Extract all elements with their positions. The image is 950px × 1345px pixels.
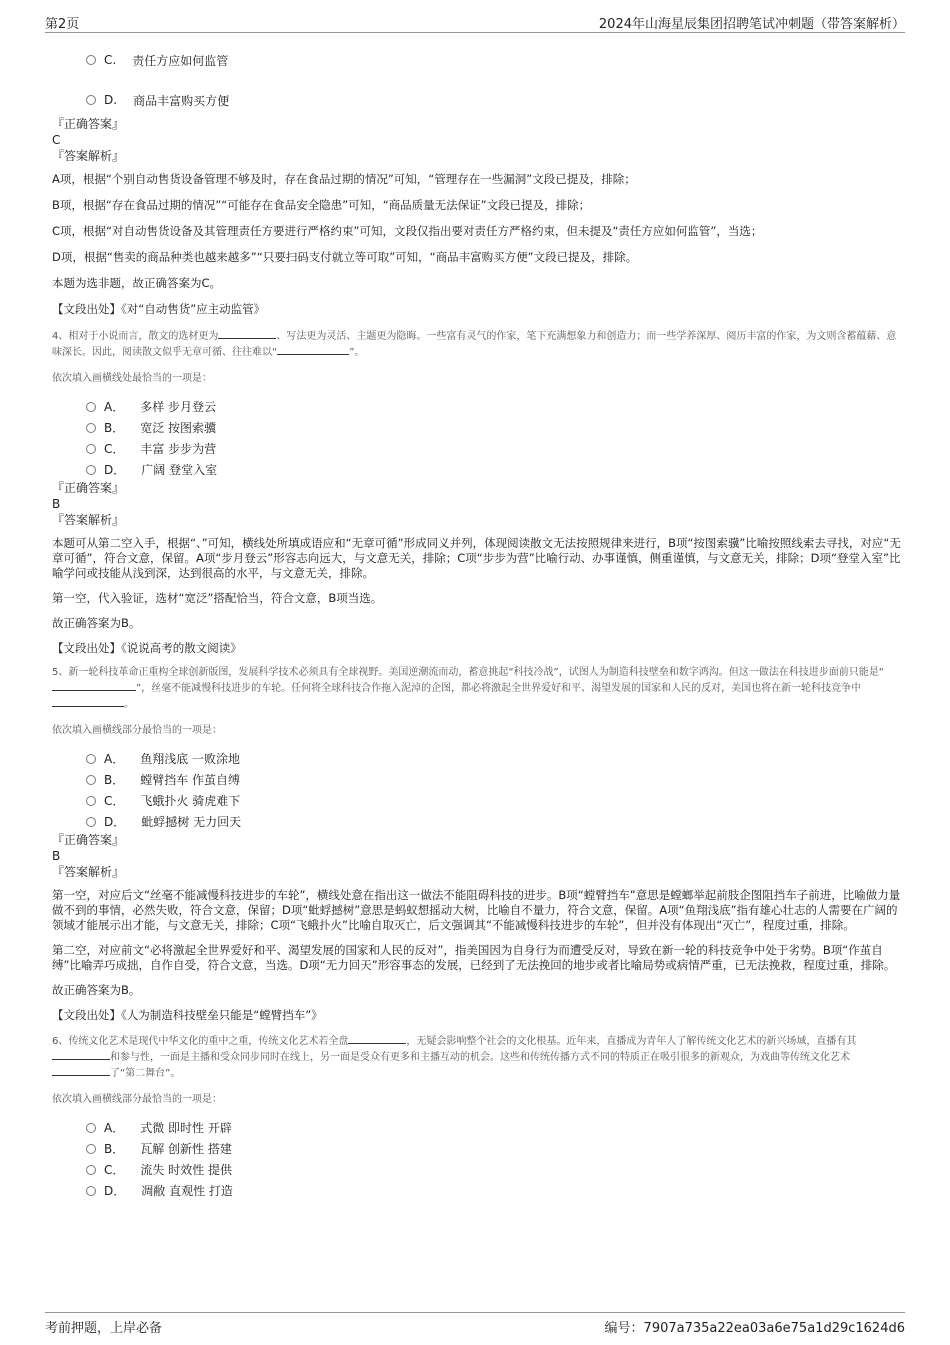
- radio-icon[interactable]: [86, 1144, 96, 1154]
- q3-analysis-a: A项，根据“个别自动售货设备管理不够及时，存在食品过期的情况”可知，“管理存在一些漏洞”文段已提及，排除；: [52, 172, 636, 186]
- blank: [52, 1049, 110, 1060]
- q4-answer: B: [52, 497, 61, 511]
- q4-source: 【文段出处】《说说高考的散文阅读》: [52, 641, 242, 655]
- q5-prompt: 依次填入画横线部分最恰当的一项是：: [52, 725, 222, 736]
- q5-option-d[interactable]: D． 蚍蜉撼树 无力回天: [86, 811, 905, 832]
- radio-icon[interactable]: [86, 402, 96, 412]
- q5-options: [52, 748, 905, 832]
- page-content: [52, 42, 905, 1201]
- q3-analysis-d: D项，根据“售卖的商品种类也越来越多”“只要扫码支付就立等可取”可知，“商品丰富购买方便”文段已提及，排除。: [52, 250, 638, 264]
- blank: [277, 344, 349, 355]
- q6-option-c[interactable]: C． 流失 时效性 提供: [86, 1159, 905, 1180]
- q4-stem: 4、相对于小说而言，散文的选材更为 、写法更为灵活、主题更为隐晦。一些富有灵气的作家，笔下充满想象力和创造力；而一些学养深厚、阅历丰富的作家，为文则含蓄蕴藉、意味深长。因此，阅读散文似乎无章可循、往往难以“ ”。: [52, 328, 905, 360]
- q4-option-c[interactable]: C． 丰富 步步为营: [86, 438, 905, 459]
- q5-analysis-label: 『答案解析』: [52, 865, 125, 879]
- document-title: 2024年山海星辰集团招聘笔试冲刺题（带答案解析）: [598, 17, 905, 32]
- q3-option-d[interactable]: D. 商品丰富购买方便: [86, 88, 905, 112]
- radio-icon[interactable]: [86, 1186, 96, 1196]
- q4-analysis-label: 『答案解析』: [52, 513, 125, 527]
- q6-stem: 6、传统文化艺术是现代中华文化的重中之重，传统文化艺术若全盘 ，无疑会影响整个社会的文化根基。近年来，直播成为青年人了解传统文化艺术的新兴场域，直播有其和参与性，一面是主播和受众同步同时在线上，另一面是受众有更多和主播互动的机会。这些和传统传播方式不同的特质正在吸引很多的新观众，为戏曲等传统文化艺术了“第二舞台”。: [52, 1033, 905, 1081]
- q5-stem: 5、新一轮科技革命正重构全球创新版图，发展科学技术必须具有全球视野。美国逆潮流而动，蓄意挑起“科技冷战”，试图人为制造科技壁垒和数字鸿沟。但这一做法在科技进步面前只能是“”，丝毫不能减慢科技进步的车轮。任何将全球科技合作拖入泥淖的企图，都必将激起全世界爱好和平、渴望发展的国家和人民的反对，美国也将在新一轮科技竞争中。: [52, 667, 884, 710]
- document-code: 编号：7907a735a22ea03a6e75a1d29c1624d6: [604, 1321, 905, 1336]
- q5-source: 【文段出处】《人为制造科技壁垒只能是“螳臂挡车”》: [52, 1008, 323, 1022]
- q4-option-a[interactable]: A． 多样 步月登云: [86, 396, 905, 417]
- q4-analysis-main: 本题可从第二空入手，根据“、”可知，横线处所填成语应和“无章可循”形成同义并列，体现阅读散文无法按照规律来进行，B项“按图索骥”比喻按照线索去寻找，对应“无章可循”，符合文意，保留。A项“步月登云”形容志向远大，与文意无关，排除；C项“步步为营”比喻行动、办事谨慎，侧重谨慎，与文意无关，排除；D项“登堂入室”比喻学问或技能从浅到深，达到很高的水平，与文意无关，排除。: [52, 536, 901, 580]
- page-footer: [45, 1312, 905, 1337]
- q3-options: [52, 48, 905, 112]
- q5-answer-label: 『正确答案』: [52, 833, 125, 847]
- q3-analysis-label: 『答案解析』: [52, 149, 125, 163]
- q6-option-b[interactable]: B． 瓦解 创新性 搭建: [86, 1138, 905, 1159]
- q5-conclusion: 故正确答案为B。: [52, 983, 141, 997]
- blank: [52, 696, 124, 707]
- radio-icon[interactable]: [86, 1123, 96, 1133]
- radio-icon[interactable]: [86, 817, 96, 827]
- q5-analysis-second: 第二空，对应前文“必将激起全世界爱好和平、渴望发展的国家和人民的反对”，指美国因为自身行为而遭受反对，导致在新一轮的科技竞争中处于劣势。B项“作茧自缚”比喻弄巧成拙，自作自受，符合文意，当选。D项“无力回天”形容事态的发展，已经到了无法挽回的地步或者比喻局势或病情严重，已无法挽救，程度过重，排除。: [52, 943, 896, 972]
- q4-conclusion: 故正确答案为B。: [52, 616, 141, 630]
- page-number: 第2页: [45, 17, 80, 32]
- blank: [52, 680, 136, 691]
- q4-prompt: 依次填入画横线处最恰当的一项是：: [52, 373, 212, 384]
- q3-option-c[interactable]: C. 责任方应如何监管: [86, 48, 905, 72]
- blank: [218, 328, 276, 339]
- q3-analysis-c: C项，根据“对自动售货设备及其管理责任方要进行严格约束”可知，文段仅指出要对责任方严格约束，但未提及“责任方应如何监管”，当选；: [52, 224, 763, 238]
- radio-icon[interactable]: [86, 1165, 96, 1175]
- radio-icon[interactable]: [86, 95, 96, 105]
- q4-analysis-second: 第一空，代入验证，选材“宽泛”搭配恰当，符合文意，B项当选。: [52, 591, 383, 605]
- q5-analysis-first: 第一空，对应后文“丝毫不能减慢科技进步的车轮”，横线处意在指出这一做法不能阻碍科技的进步。B项“螳臂挡车”意思是螳螂举起前肢企图阻挡车子前进，比喻做力量做不到的事情，必然失败，符合文意，保留；D项“蚍蜉撼树”意思是蚂蚁想摇动大树，比喻自不量力，符合文意，保留。A项“鱼翔浅底”指有雄心壮志的人需要在广阔的领域才能展示出才能，与文意无关，排除；C项“飞蛾扑火”比喻自取灭亡，后文强调其“不能减慢科技进步的车轮”，但并没有体现出“灭亡”，程度过重，排除。: [52, 888, 901, 932]
- q5-answer: B: [52, 849, 61, 863]
- q3-conclusion: 本题为选非题，故正确答案为C。: [52, 276, 222, 290]
- q4-option-d[interactable]: D． 广阔 登堂入室: [86, 459, 905, 480]
- radio-icon[interactable]: [86, 796, 96, 806]
- q4-answer-label: 『正确答案』: [52, 481, 125, 495]
- radio-icon[interactable]: [86, 423, 96, 433]
- q4-option-b[interactable]: B． 宽泛 按图索骥: [86, 417, 905, 438]
- radio-icon[interactable]: [86, 754, 96, 764]
- q3-analysis-b: B项，根据“存在食品过期的情况”“可能存在食品安全隐患”可知，“商品质量无法保证”文段已提及，排除；: [52, 198, 591, 212]
- radio-icon[interactable]: [86, 775, 96, 785]
- q5-option-c[interactable]: C． 飞蛾扑火 骑虎难下: [86, 790, 905, 811]
- q6-prompt: 依次填入画横线部分最恰当的一项是：: [52, 1094, 222, 1105]
- q6-option-d[interactable]: D． 凋敝 直观性 打造: [86, 1180, 905, 1201]
- q5-option-b[interactable]: B． 螳臂挡车 作茧自缚: [86, 769, 905, 790]
- blank: [348, 1033, 406, 1044]
- q6-options: [52, 1117, 905, 1201]
- footer-slogan: 考前押题，上岸必备: [45, 1321, 163, 1336]
- q4-options: [52, 396, 905, 480]
- radio-icon[interactable]: [86, 444, 96, 454]
- radio-icon[interactable]: [86, 55, 96, 65]
- radio-icon[interactable]: [86, 465, 96, 475]
- page-header: [45, 10, 905, 33]
- q5-option-a[interactable]: A． 鱼翔浅底 一败涂地: [86, 748, 905, 769]
- q3-source: 【文段出处】《对“自动售货”应主动监管》: [52, 302, 266, 316]
- blank: [52, 1065, 110, 1076]
- q3-answer-label: 『正确答案』: [52, 117, 125, 131]
- q6-option-a[interactable]: A． 式微 即时性 开辟: [86, 1117, 905, 1138]
- q3-answer: C: [52, 133, 61, 147]
